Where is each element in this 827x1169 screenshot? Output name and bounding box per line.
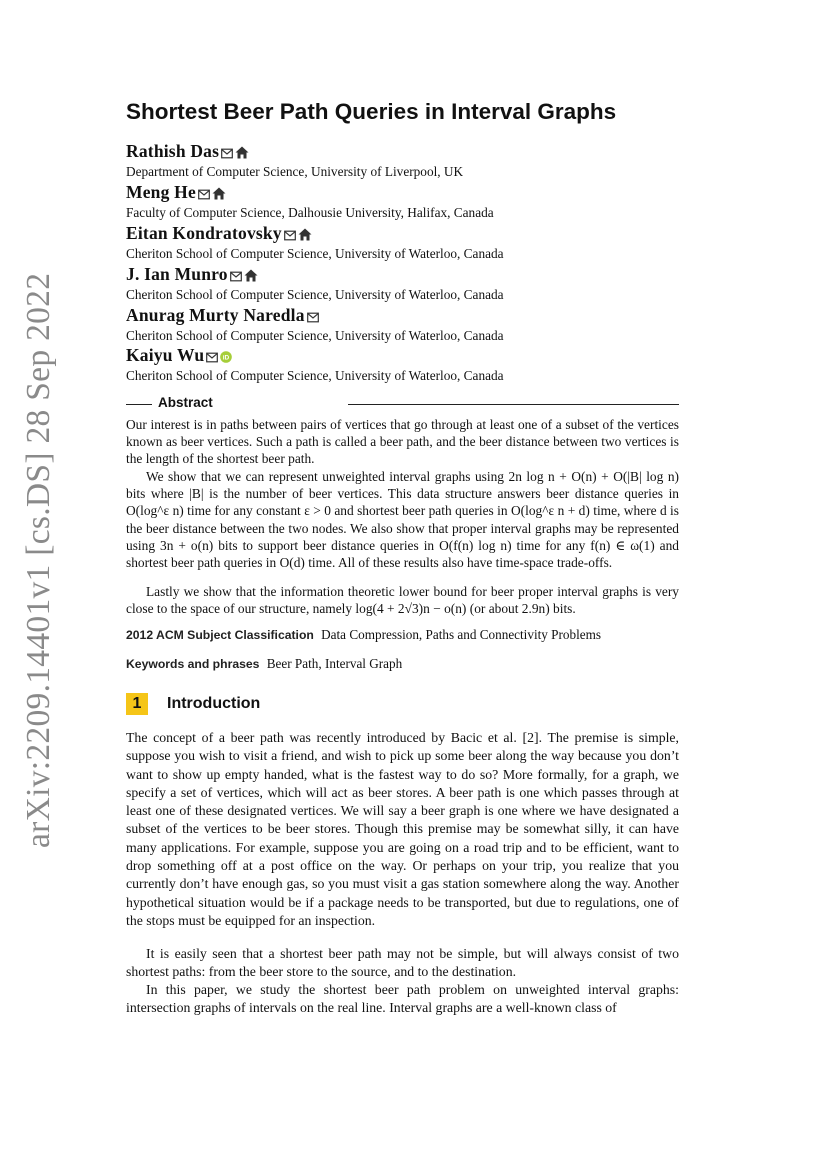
intro-paragraph-3: In this paper, we study the shortest beer path problem on unweighted interval graphs: intersection graphs of intervals on the real line. Interval graphs are a well-known class of (126, 982, 679, 1016)
keywords-key: Keywords and phrases (126, 657, 260, 671)
abstract-rule-left (126, 404, 152, 405)
author-name: Meng He (126, 182, 196, 202)
author-name: J. Ian Munro (126, 264, 228, 284)
author-affiliation: Cheriton School of Computer Science, University of Waterloo, Canada (126, 328, 504, 343)
author-affiliation: Department of Computer Science, University of Liverpool, UK (126, 164, 464, 179)
author-block (126, 264, 504, 303)
mail-icon[interactable] (284, 228, 296, 246)
abstract-paragraph-3: Lastly we show that the information theoretic lower bound for beer proper interval graphs is very close to the space of our structure, namely log(4 + 2√3)n − o(n) (or about 2.9n) bits. (126, 584, 679, 617)
section-title: Introduction (167, 695, 261, 712)
author-affiliation: Cheriton School of Computer Science, University of Waterloo, Canada (126, 287, 504, 302)
author-name: Kaiyu Wu (126, 345, 205, 365)
home-icon[interactable] (244, 269, 258, 287)
abstract-header (126, 395, 679, 413)
mail-icon[interactable] (230, 269, 242, 287)
mail-icon[interactable] (198, 187, 210, 205)
author-name: Rathish Das (126, 141, 220, 161)
abstract-paragraph-1: Our interest is in paths between pairs of vertices that go through at least one of a subset of the vertices known as beer vertices. Such a path is called a beer path, and the beer distance between two vertices is the length of the shortest beer path. (126, 417, 679, 467)
acm-classification-value: Data Compression, Paths and Connectivity Problems (321, 627, 601, 642)
keywords-value: Beer Path, Interval Graph (266, 656, 403, 671)
mail-icon[interactable] (307, 310, 319, 328)
author-block (126, 141, 463, 180)
intro-paragraph-2: It is easily seen that a shortest beer path may not be simple, but will always consist of two shortest paths: from the beer store to the source, and to the destination. (126, 946, 679, 980)
abstract-rule-right (348, 404, 679, 405)
author-block (126, 223, 504, 262)
section-number-badge: 1 (126, 693, 148, 715)
author-affiliation: Cheriton School of Computer Science, University of Waterloo, Canada (126, 246, 504, 261)
orcid-icon[interactable] (220, 350, 232, 368)
home-icon[interactable] (235, 146, 249, 164)
mail-icon[interactable] (206, 350, 218, 368)
home-icon[interactable] (298, 228, 312, 246)
paper-title: Shortest Beer Path Queries in Interval Graphs (126, 99, 617, 124)
acm-classification-key: 2012 ACM Subject Classification (126, 628, 314, 642)
author-name: Anurag Murty Naredla (126, 305, 305, 325)
svg-text:iD: iD (223, 354, 230, 362)
abstract-paragraph-2: We show that we can represent unweighted interval graphs using 2n log n + O(n) + O(|B| log n) bits where |B| is the number of beer vertices. This data structure answers beer distance queries in O(log^ε n) time for any constant ε > 0 and shortest beer path queries in O(log^ε n + d) time, where d is the beer distance between the two nodes. We also show that proper interval graphs may be represented using 3n + o(n) bits to support beer distance queries in O(f(n) log n) time for any f(n) ∈ ω(1) and shortest beer path queries in O(d) time. All of these results also have time-space trade-offs. (126, 469, 679, 571)
author-affiliation: Faculty of Computer Science, Dalhousie University, Halifax, Canada (126, 205, 494, 220)
intro-paragraph-1: The concept of a beer path was recently introduced by Bacic et al. [2]. The premise is simple, suppose you wish to visit a friend, and wish to pick up some beer along the way because you don’t want to show up empty handed, what is the fastest way to do so? More formally, for a graph, we specify a set of vertices, which will act as beer stores. A beer path is one which passes through at least one of these designated vertices. We will say a beer graph is one where we have designated a subset of the vertices to be beer stores. Though this premise may be somewhat silly, it can have many applications. For example, suppose you are going on a road trip and to be efficient, want to drop something off at a post office on the way. Or perhaps on your trip, you realize that you currently don’t have enough gas, so you must visit a gas station somewhere along the way. Another hypothetical situation would be if a package needs to be transported, but due to regulations, one of the stops must be equipped for an inspection. (126, 730, 679, 928)
acm-classification (126, 627, 686, 643)
home-icon[interactable] (212, 187, 226, 205)
author-block (126, 182, 494, 221)
keywords (126, 656, 686, 672)
abstract-label: Abstract (158, 395, 213, 410)
arxiv-identifier-stamp: arXiv:2209.14401v1 [cs.DS] 28 Sep 2022 (20, 272, 57, 848)
author-block (126, 305, 504, 344)
author-affiliation: Cheriton School of Computer Science, University of Waterloo, Canada (126, 368, 504, 383)
author-block (126, 345, 504, 384)
mail-icon[interactable] (221, 146, 233, 164)
author-name: Eitan Kondratovsky (126, 223, 282, 243)
